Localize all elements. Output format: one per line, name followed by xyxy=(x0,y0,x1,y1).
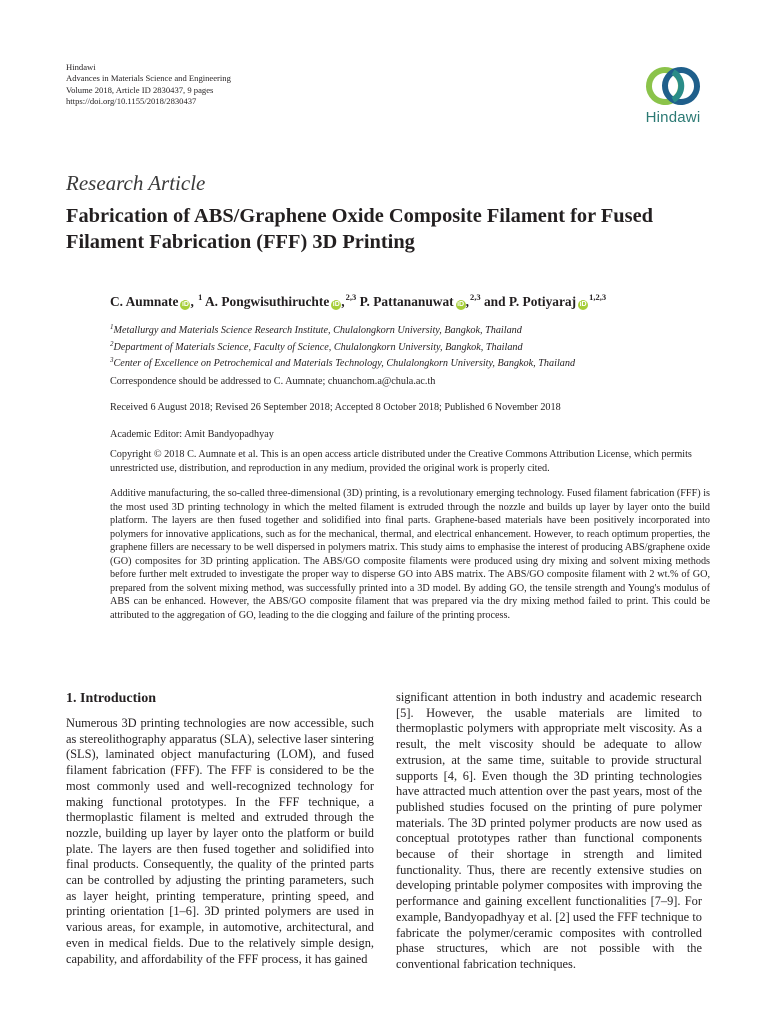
affiliations xyxy=(110,321,575,371)
affiliation: $^1$Metallurgy and Materials Science Research Institute, Chulalongkorn University, Bangkok, Thailand xyxy=(110,323,522,336)
author-affil: 2,3 xyxy=(469,292,481,302)
journal-name: Advances in Materials Science and Engineering xyxy=(66,73,231,84)
academic-editor: Academic Editor: Amit Bandyopadhyay xyxy=(110,429,274,440)
article-type: Research Article xyxy=(66,171,206,195)
section-heading: 1. Introduction xyxy=(66,691,156,706)
hindawi-logo-icon xyxy=(643,64,703,108)
abstract: Additive manufacturing, the so-called three-dimensional (3D) printing, is a revolutionary emerging technology. Fused filament fabrication (FFF) is the most used 3D printing technology in which the melted filament is extruded through the nozzle and builds up layer by layer onto the build platform. The layers are then fused together and solidified into final parts. Graphene-based materials have been positively incorporated into polymers for innovative applications, such as for the mechanical, thermal, and electrical enhancement. However, to reach optimum properties, the graphene fillers are necessary to be well dispersed in polymers matrix. This study aims to emphasise the interest of producing ABS/graphene oxide (GO) composites for 3D printing application. The ABS/GO composite filaments were produced using dry mixing and solvent mixing methods before further melt extruded to investigate the proper way to disperse GO into ABS matrix. The ABS/GO composite filament with 2 wt.% of GO, prepared from the solvent mixing method, was successfully printed into a 3D model. By adding GO, the tensile strength and Young's modulus of ABS can be enhanced. However, the ABS/GO composite filament that was prepared via the dry mixing method failed to print. This could be attributed to the aggregation of GO, leading to the die clogging and failure of the printing process. xyxy=(110,488,710,621)
affiliation: $^2$Department of Materials Science, Faculty of Science, Chulalongkorn University, Bangkok, Thailand xyxy=(110,339,523,353)
body-column-left xyxy=(66,716,374,967)
orcid-icon[interactable]: iD xyxy=(579,301,587,308)
author-affil: 1 xyxy=(198,292,203,302)
volume-line: Volume 2018, Article ID 2830437, 9 pages xyxy=(66,84,214,95)
paragraph: Numerous 3D printing technologies are now accessible, such as stereolithography apparatus (SLA), selective laser sintering (SLS), laminated object manufacturing (LOM), and fused filament fabrication (FFF). The FFF is considered to be the most commonly used and well-recognized technology for making functional prototypes. In the FFF technique, a thermoplastic filament is melted and extruded through the nozzle, building up layer by layer onto the platform or build plate. The layers are then fused together and solidified into final products. Consequently, the quality of the printed parts can be controlled by adjusting the printing parameters, such as layer height, printing temperature, printing speed, and printing orientation [1–6]. 3D printed polymers are used in various areas, for example, in automotive, architectural, and even in medical fields. Due to the relatively simple design, capability, and affordability of the FFF process, it has gained xyxy=(66,716,374,966)
publisher-name: Hindawi xyxy=(66,62,96,72)
paragraph: significant attention in both industry and academic research [5]. However, the usable materials are limited to thermoplastic polymers with appropriate melt viscosity. As a result, the melt viscosity should be adequate to allow extrusion, at the same time, suitable to provide structural supports [4, 6]. Even though the 3D printing technologies have attracted much attention over the past years, most of the published studies focused on the printing of pure polymer materials. The 3D printed polymer products are now used as conceptual prototypes rather than functional components because of their shortage in strength and limited functionality. Thus, there are recently extensive studies on developing printable polymer composites with improving the performance and gaining excellent functionalities [7–9]. For example, Bandyopadhyay et al. [2] used the FFF technique to fabricate the polymer/ceramic composites with controlled phase structures, which are not possible with the conventional fabrication techniques. xyxy=(396,690,702,971)
orcid-icon[interactable]: iD xyxy=(457,301,465,308)
author-name: P. Pattananuwat xyxy=(359,294,454,309)
orcid-icon[interactable]: iD xyxy=(181,301,189,308)
correspondence: Correspondence should be addressed to C. Aumnate; chuanchom.a@chula.ac.th xyxy=(110,376,436,387)
paper-title: Fabrication of ABS/Graphene Oxide Composite Filament for Fused Filament Fabrication (FFF) 3D Printing xyxy=(66,205,653,253)
author-affil: 2,3 xyxy=(345,292,357,302)
doi-link[interactable]: https://doi.org/10.1155/2018/2830437 xyxy=(66,96,197,107)
author-name: C. Aumnate xyxy=(110,294,179,309)
author-list: C. Aumnate iD , $^1$ A. Pongwisuthiruchte iD ,$^{2,3}$ P. Pattananuwat iD ,$^{2,3}$ and P. Potiyaraj iD$^{1,2,3}$ xyxy=(110,292,607,309)
affiliation: $^3$Center of Excellence on Petrochemical and Materials Technology, Chulalongkorn University, Bangkok, Thailand xyxy=(110,356,576,369)
publication-info xyxy=(66,62,231,108)
hindawi-logo xyxy=(636,64,710,126)
author-name: A. Pongwisuthiruchte xyxy=(205,294,330,309)
author-name: P. Potiyaraj xyxy=(508,294,577,309)
logo-wordmark: Hindawi xyxy=(645,109,701,126)
body-column-right xyxy=(396,690,702,973)
copyright-notice: Copyright © 2018 C. Aumnate et al. This is an open access article distributed under the Creative Commons Attribution License, which permits unrestricted use, distribution, and reproduction in any medium, provided the original work is properly cited. xyxy=(110,449,692,474)
author-affil: 1,2,3 xyxy=(589,292,607,302)
orcid-icon[interactable]: iD xyxy=(332,301,340,308)
article-dates: Received 6 August 2018; Revised 26 September 2018; Accepted 8 October 2018; Published 6 November 2018 xyxy=(110,402,561,413)
